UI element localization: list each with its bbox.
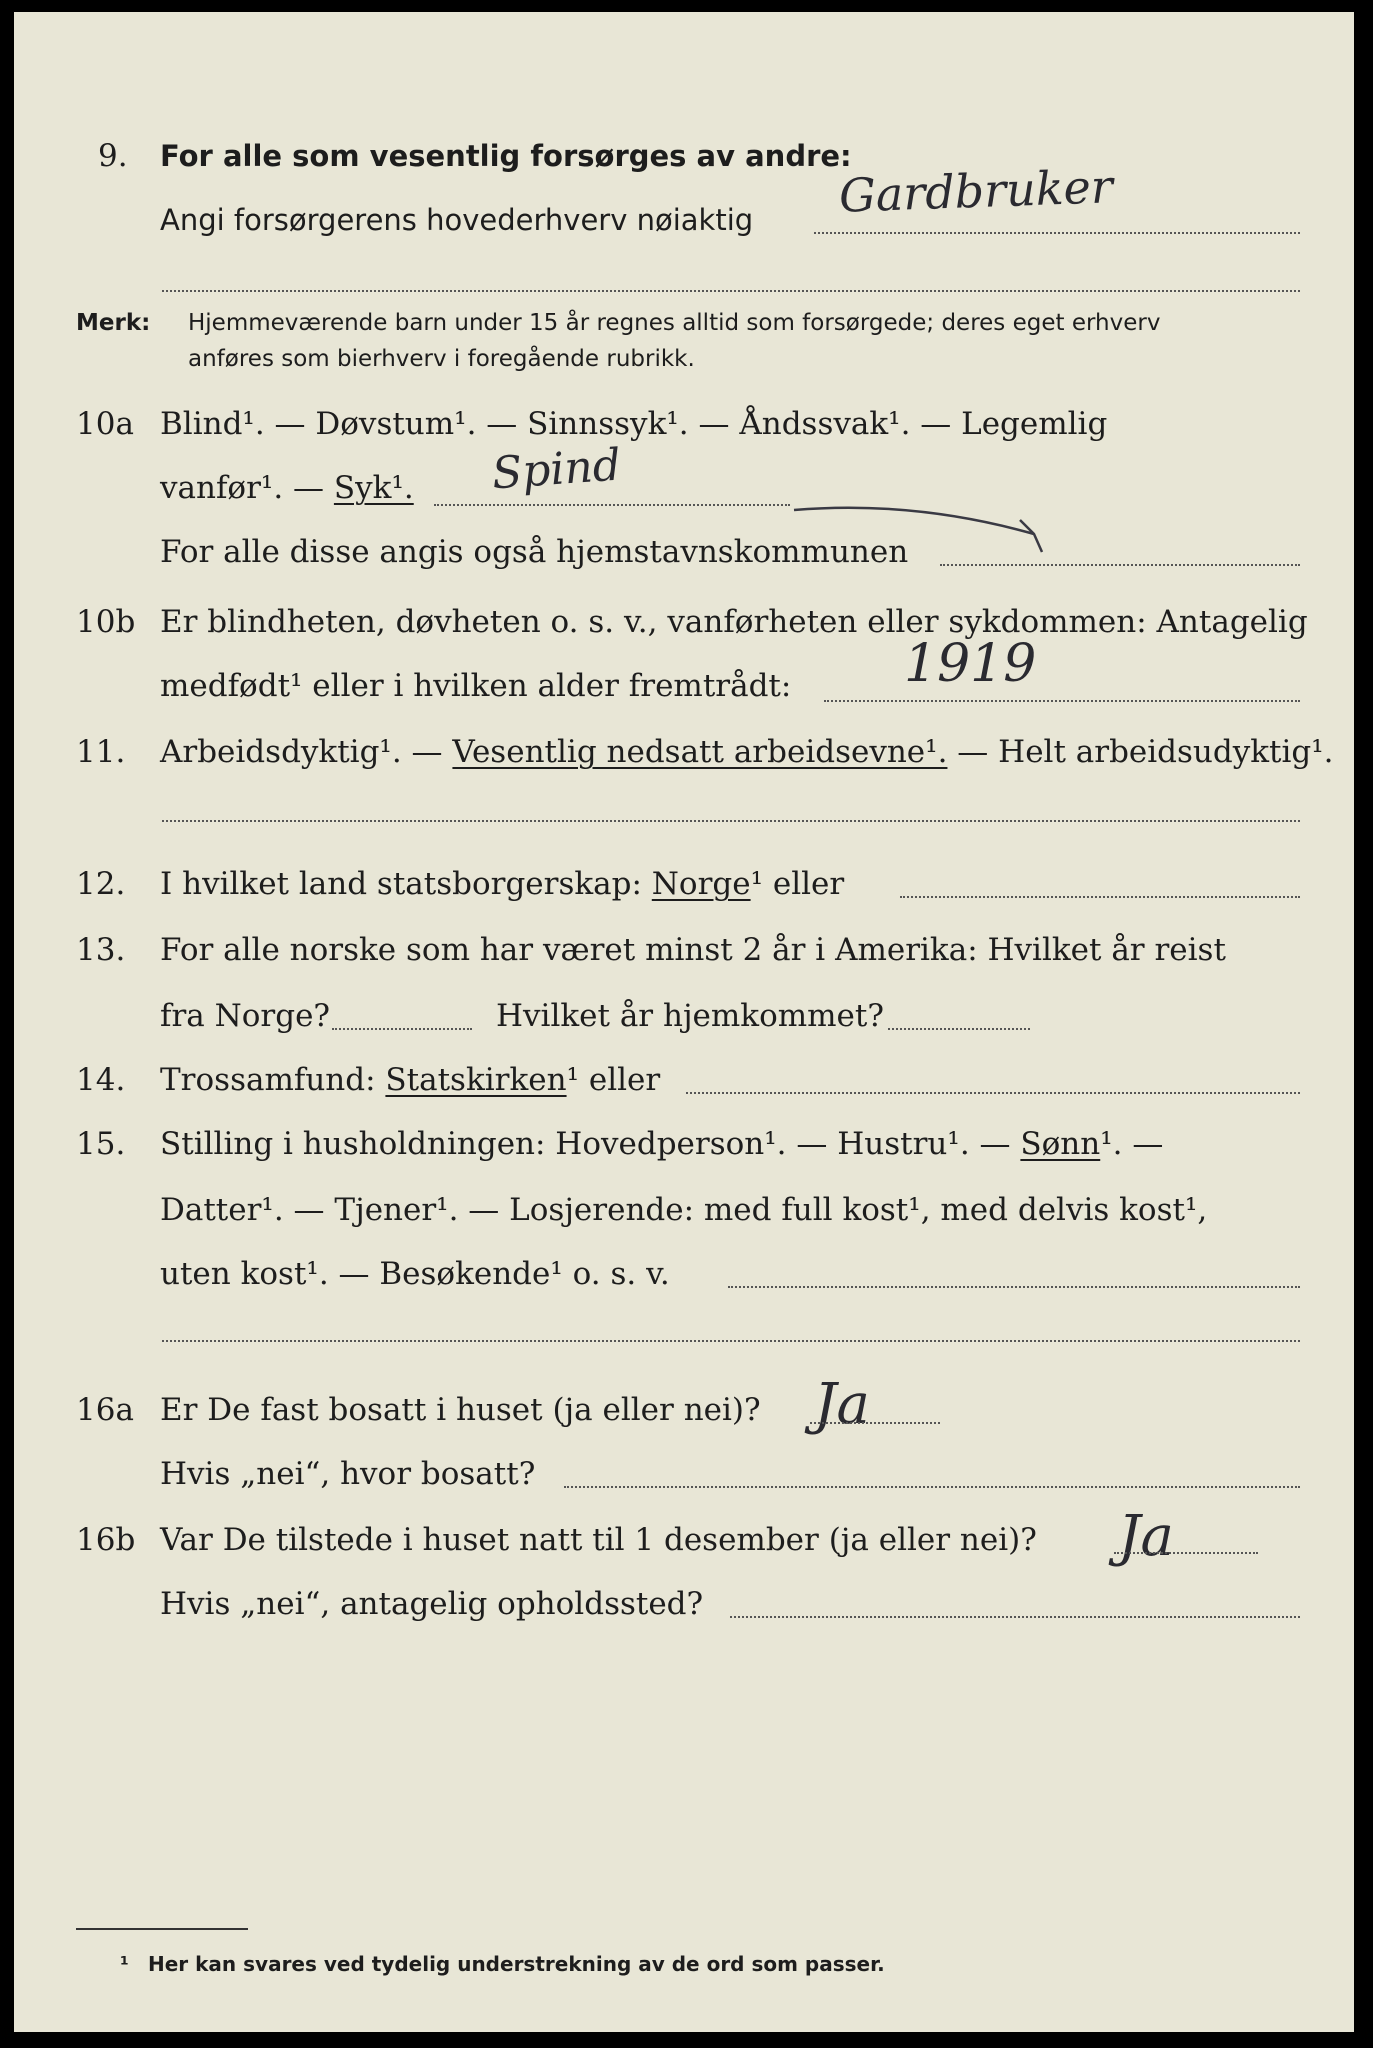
q13-hjemkommet-line xyxy=(888,1028,1030,1030)
q15-text-line2: Datter¹. — Tjener¹. — Losjerende: med full kost¹, med delvis kost¹, xyxy=(160,1192,1208,1228)
question-number-16a: 16a xyxy=(76,1392,134,1428)
question-number-11: 11. xyxy=(76,734,126,770)
q13-reist-line xyxy=(332,1028,472,1030)
q16a-text-line1: Er De fast bosatt i huset (ja eller nei)? xyxy=(160,1392,761,1428)
q10b-handwritten-answer: 1919 xyxy=(904,634,1037,694)
q11-text: Arbeidsdyktig¹. — Vesentlig nedsatt arbeidsevne¹. — Helt arbeidsudyktig¹. xyxy=(160,734,1334,770)
question-number-15: 15. xyxy=(76,1126,126,1162)
q15-extra-line xyxy=(162,1340,1300,1342)
q16b-opholdssted-line xyxy=(730,1616,1300,1618)
q16a-answer-line xyxy=(810,1422,940,1424)
merk-text-line2: anføres som bierhverv i foregående rubrikk. xyxy=(188,346,695,372)
q10a-answer-line xyxy=(434,504,790,506)
q10b-text-line1: Er blindheten, døvheten o. s. v., vanførheten eller sykdommen: Antagelig xyxy=(160,604,1308,640)
census-form-page xyxy=(14,12,1354,2032)
q10a-syk-underlined: Syk¹. xyxy=(333,470,414,506)
footnote-mark: ¹ xyxy=(120,1952,129,1976)
q15-answer-line xyxy=(728,1286,1300,1288)
question-number-13: 13. xyxy=(76,932,126,968)
q11-underlined-answer: Vesentlig nedsatt arbeidsevne¹. xyxy=(452,734,948,770)
q10b-text-line2: medfødt¹ eller i hvilken alder fremtrådt: xyxy=(160,668,792,704)
q15-text-line1: Stilling i husholdningen: Hovedperson¹. — Hustru¹. — Sønn¹. — xyxy=(160,1126,1164,1162)
q9-text-line1: For alle som vesentlig forsørges av andre: xyxy=(160,139,852,173)
q13-text-line2b: Hvilket år hjemkommet? xyxy=(496,998,884,1034)
q16b-text-line2: Hvis „nei“, antagelig opholdssted? xyxy=(160,1586,704,1622)
q14-underlined-answer: Statskirken xyxy=(385,1062,567,1098)
q10a-text-line2: vanfør¹. — Syk¹. xyxy=(160,470,414,506)
q10a-hjemstavn-line xyxy=(940,564,1300,566)
q9-text-line2: Angi forsørgerens hovederhverv nøiaktig xyxy=(160,203,754,237)
merk-text-line1: Hjemmeværende barn under 15 år regnes alltid som forsørgede; deres eget erhverv xyxy=(188,310,1161,336)
question-number-14: 14. xyxy=(76,1062,126,1098)
q16b-text-line1: Var De tilstede i huset natt til 1 desember (ja eller nei)? xyxy=(160,1522,1037,1558)
question-number-12: 12. xyxy=(76,866,126,902)
q12-underlined-answer: Norge xyxy=(651,866,751,902)
q10b-answer-line xyxy=(824,700,1300,702)
footnote-rule xyxy=(76,1928,248,1930)
question-number-9: 9. xyxy=(98,138,128,174)
q11-extra-line xyxy=(162,820,1300,822)
q16b-handwritten-answer: Ja xyxy=(1118,1504,1174,1569)
q12-text: I hvilket land statsborgerskap: Norge¹ eller xyxy=(160,866,845,902)
footnote-text: Her kan svares ved tydelig understrekning av de ord som passer. xyxy=(148,1952,885,1976)
q15-text-line3: uten kost¹. — Besøkende¹ o. s. v. xyxy=(160,1256,670,1292)
q14-text: Trossamfund: Statskirken¹ eller xyxy=(160,1062,661,1098)
q9-answer-line xyxy=(814,232,1300,234)
q16a-text-line2: Hvis „nei“, hvor bosatt? xyxy=(160,1456,536,1492)
question-number-16b: 16b xyxy=(76,1522,136,1558)
q10a-text-line1: Blind¹. — Døvstum¹. — Sinnssyk¹. — Åndssvak¹. — Legemlig xyxy=(160,406,1108,442)
q9-extra-line xyxy=(162,290,1300,292)
q13-text-line2a: fra Norge? xyxy=(160,998,331,1034)
question-number-10b: 10b xyxy=(76,604,136,640)
q16b-answer-line xyxy=(1114,1552,1258,1554)
merk-label: Merk: xyxy=(76,310,151,336)
q14-answer-line xyxy=(686,1092,1300,1094)
q16a-bosatt-line xyxy=(564,1486,1300,1488)
q10a-handwritten-answer: Spind xyxy=(490,439,623,500)
q16a-handwritten-answer: Ja xyxy=(814,1372,870,1437)
q9-handwritten-answer: Gardbruker xyxy=(838,159,1114,223)
q13-text-line1: For alle norske som har været minst 2 år i Amerika: Hvilket år reist xyxy=(160,932,1226,968)
q15-underlined-answer: Sønn xyxy=(1020,1126,1101,1162)
q10a-text-line3: For alle disse angis også hjemstavnskommunen xyxy=(160,534,909,570)
q12-answer-line xyxy=(900,896,1300,898)
question-number-10a: 10a xyxy=(76,406,134,442)
